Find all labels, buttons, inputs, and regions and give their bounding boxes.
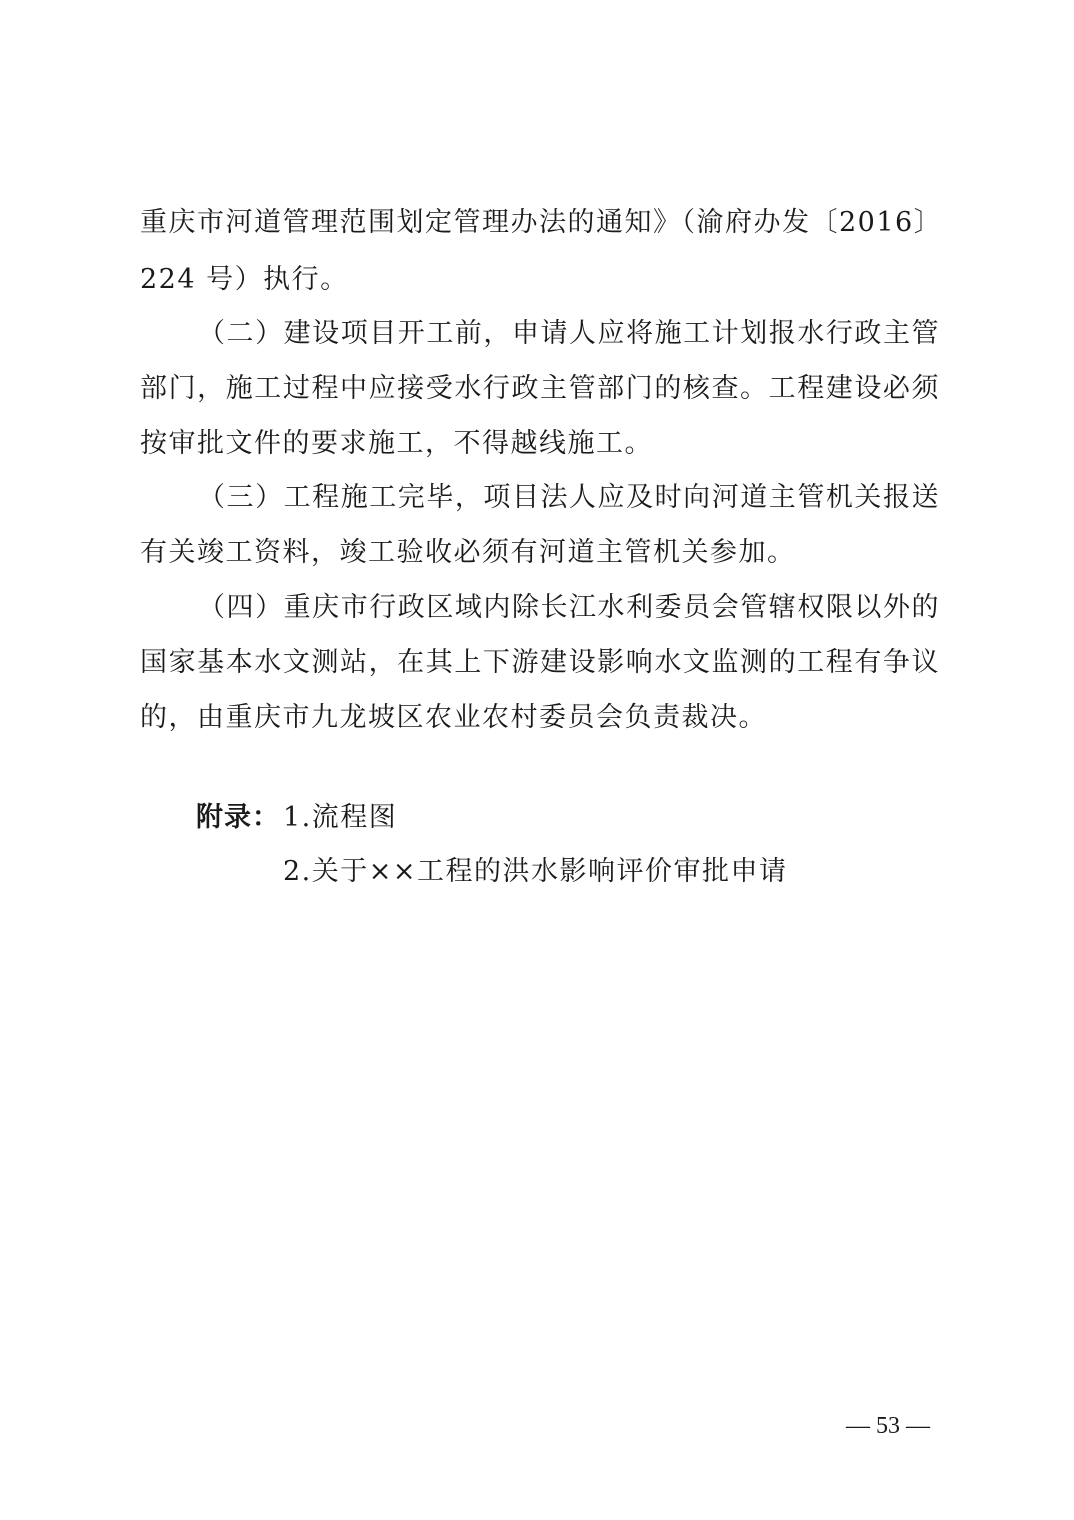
body-text-line: 重庆市河道管理范围划定管理办法的通知》（渝府办发〔2016〕 (140, 207, 943, 238)
appendix-item: 2.关于××工程的洪水影响评价审批申请 (283, 856, 788, 887)
appendix-item: 1.流程图 (283, 802, 398, 833)
body-text-line: 的，由重庆市九龙坡区农业农村委员会负责裁决。 (140, 702, 767, 733)
appendix-label: 附录： (196, 802, 280, 833)
body-text-line: 有关竣工资料，竣工验收必须有河道主管机关参加。 (140, 537, 796, 568)
body-text-line: （三）工程施工完毕，项目法人应及时向河道主管机关报送 (198, 482, 940, 513)
body-text-line: 国家基本水文测站，在其上下游建设影响水文监测的工程有争议 (140, 647, 940, 678)
body-text-line: （二）建设项目开工前，申请人应将施工计划报水行政主管 (198, 318, 940, 349)
body-text-line: （四）重庆市行政区域内除长江水利委员会管辖权限以外的 (198, 592, 940, 623)
body-text-line: 224 号）执行。 (140, 264, 349, 295)
page-number: — 53 — (846, 1413, 930, 1439)
body-text-line: 部门，施工过程中应接受水行政主管部门的核查。工程建设必须 (140, 373, 940, 404)
body-text-line: 按审批文件的要求施工，不得越线施工。 (140, 428, 653, 459)
